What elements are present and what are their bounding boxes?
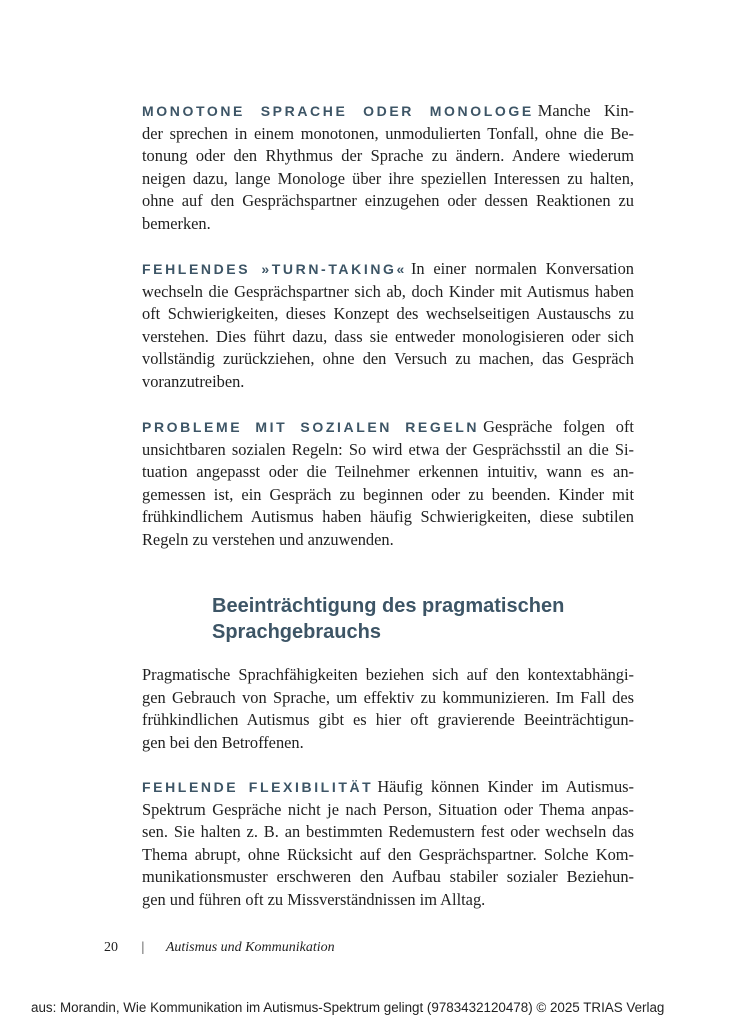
paragraph-intro [142,664,634,754]
text-line: gen Gebrauch von Sprache, um effektiv zu kommunizieren. Im Fall des [142,687,634,707]
paragraph-soziale-regeln [142,416,634,552]
text-line: frühkindlichem Autismus haben häufig Schwierigkeiten, diese subtilen [142,507,634,527]
text-line: bemerken. [142,213,211,233]
section-keyword: FEHLENDE FLEXIBILITÄT [142,779,374,795]
text-line: tuation angepasst oder die Teilnehmer erkennen intuitiv, wann es an- [142,462,634,482]
heading-line: Beeinträchtigung des pragmatischen [212,595,565,617]
text-line: Manche Kin- [537,101,634,120]
paragraph-turn-taking [142,258,634,394]
text-line: Pragmatische Sprachfähigkeiten beziehen sich auf den kontextabhängi- [142,665,634,684]
footer-separator: | [141,940,145,955]
page-number: 20 [104,940,118,955]
heading-line: Sprachgebrauchs [212,621,381,643]
text-line: munikationsmuster erschweren den Aufbau stabiler sozialer Beziehun- [142,867,634,887]
text-line: Spektrum Gespräche nicht je nach Person, Situation oder Thema anpas- [142,799,634,819]
text-line: neigen dazu, lange Monologe über ihre speziellen Interessen zu halten, [142,168,634,188]
text-line: der sprechen in einem monotonen, unmodulierten Tonfall, ohne die Be- [142,123,634,143]
text-line: oft Schwierigkeiten, dieses Konzept des wechselseitigen Austauschs zu [142,304,634,324]
text-line: voranzutreiben. [142,371,245,391]
text-line: vollständig zurückziehen, ohne den Versuch zu machen, das Gespräch [142,349,634,369]
text-line: frühkindlichen Autismus gibt es hier oft gravierende Beeinträchtigun- [142,710,634,730]
source-credit: aus: Morandin, Wie Kommunikation im Autismus-Spektrum gelingt (9783432120478) © 2025 TRIAS Verlag [31,1000,665,1015]
text-line: verstehen. Dies führt dazu, dass sie entweder monologisieren oder sich [142,326,634,346]
text-line: Gespräche folgen oft [483,417,634,436]
section-keyword: FEHLENDES »TURN-TAKING« [142,261,407,277]
text-line: gen bei den Betroffenen. [142,732,304,752]
text-line: sen. Sie halten z. B. an bestimmten Redemustern fest oder wechseln das [142,822,634,842]
section-keyword: MONOTONE SPRACHE ODER MONOLOGE [142,103,534,119]
running-title: Autismus und Kommunikation [165,940,335,955]
section-keyword: PROBLEME MIT SOZIALEN REGELN [142,419,480,435]
text-line: Häufig können Kinder im Autismus- [377,777,634,796]
text-line: ohne auf den Gesprächspartner einzugehen oder dessen Reaktionen zu [142,191,634,211]
text-line: gen und führen oft zu Missverständnissen im Alltag. [142,889,486,909]
paragraph-monotone-sprache [142,100,634,236]
section-heading [212,593,632,645]
text-line: Regeln zu verstehen und anzuwenden. [142,529,394,549]
page-footer [104,940,335,956]
text-line: gemessen ist, ein Gespräch zu beginnen oder zu beenden. Kinder mit [142,484,634,504]
paragraph-flexibilitaet [142,776,634,912]
text-line: unsichtbaren sozialen Regeln: So wird etwa der Gesprächsstil an die Si- [142,439,634,459]
text-line: In einer normalen Konversation [410,259,634,278]
text-line: wechseln die Gesprächspartner sich ab, doch Kinder mit Autismus haben [142,281,634,301]
text-line: tonung oder den Rhythmus der Sprache zu ändern. Andere wiederum [142,146,634,166]
text-line: Thema abrupt, ohne Rücksicht auf den Gesprächspartner. Solche Kom- [142,844,634,864]
